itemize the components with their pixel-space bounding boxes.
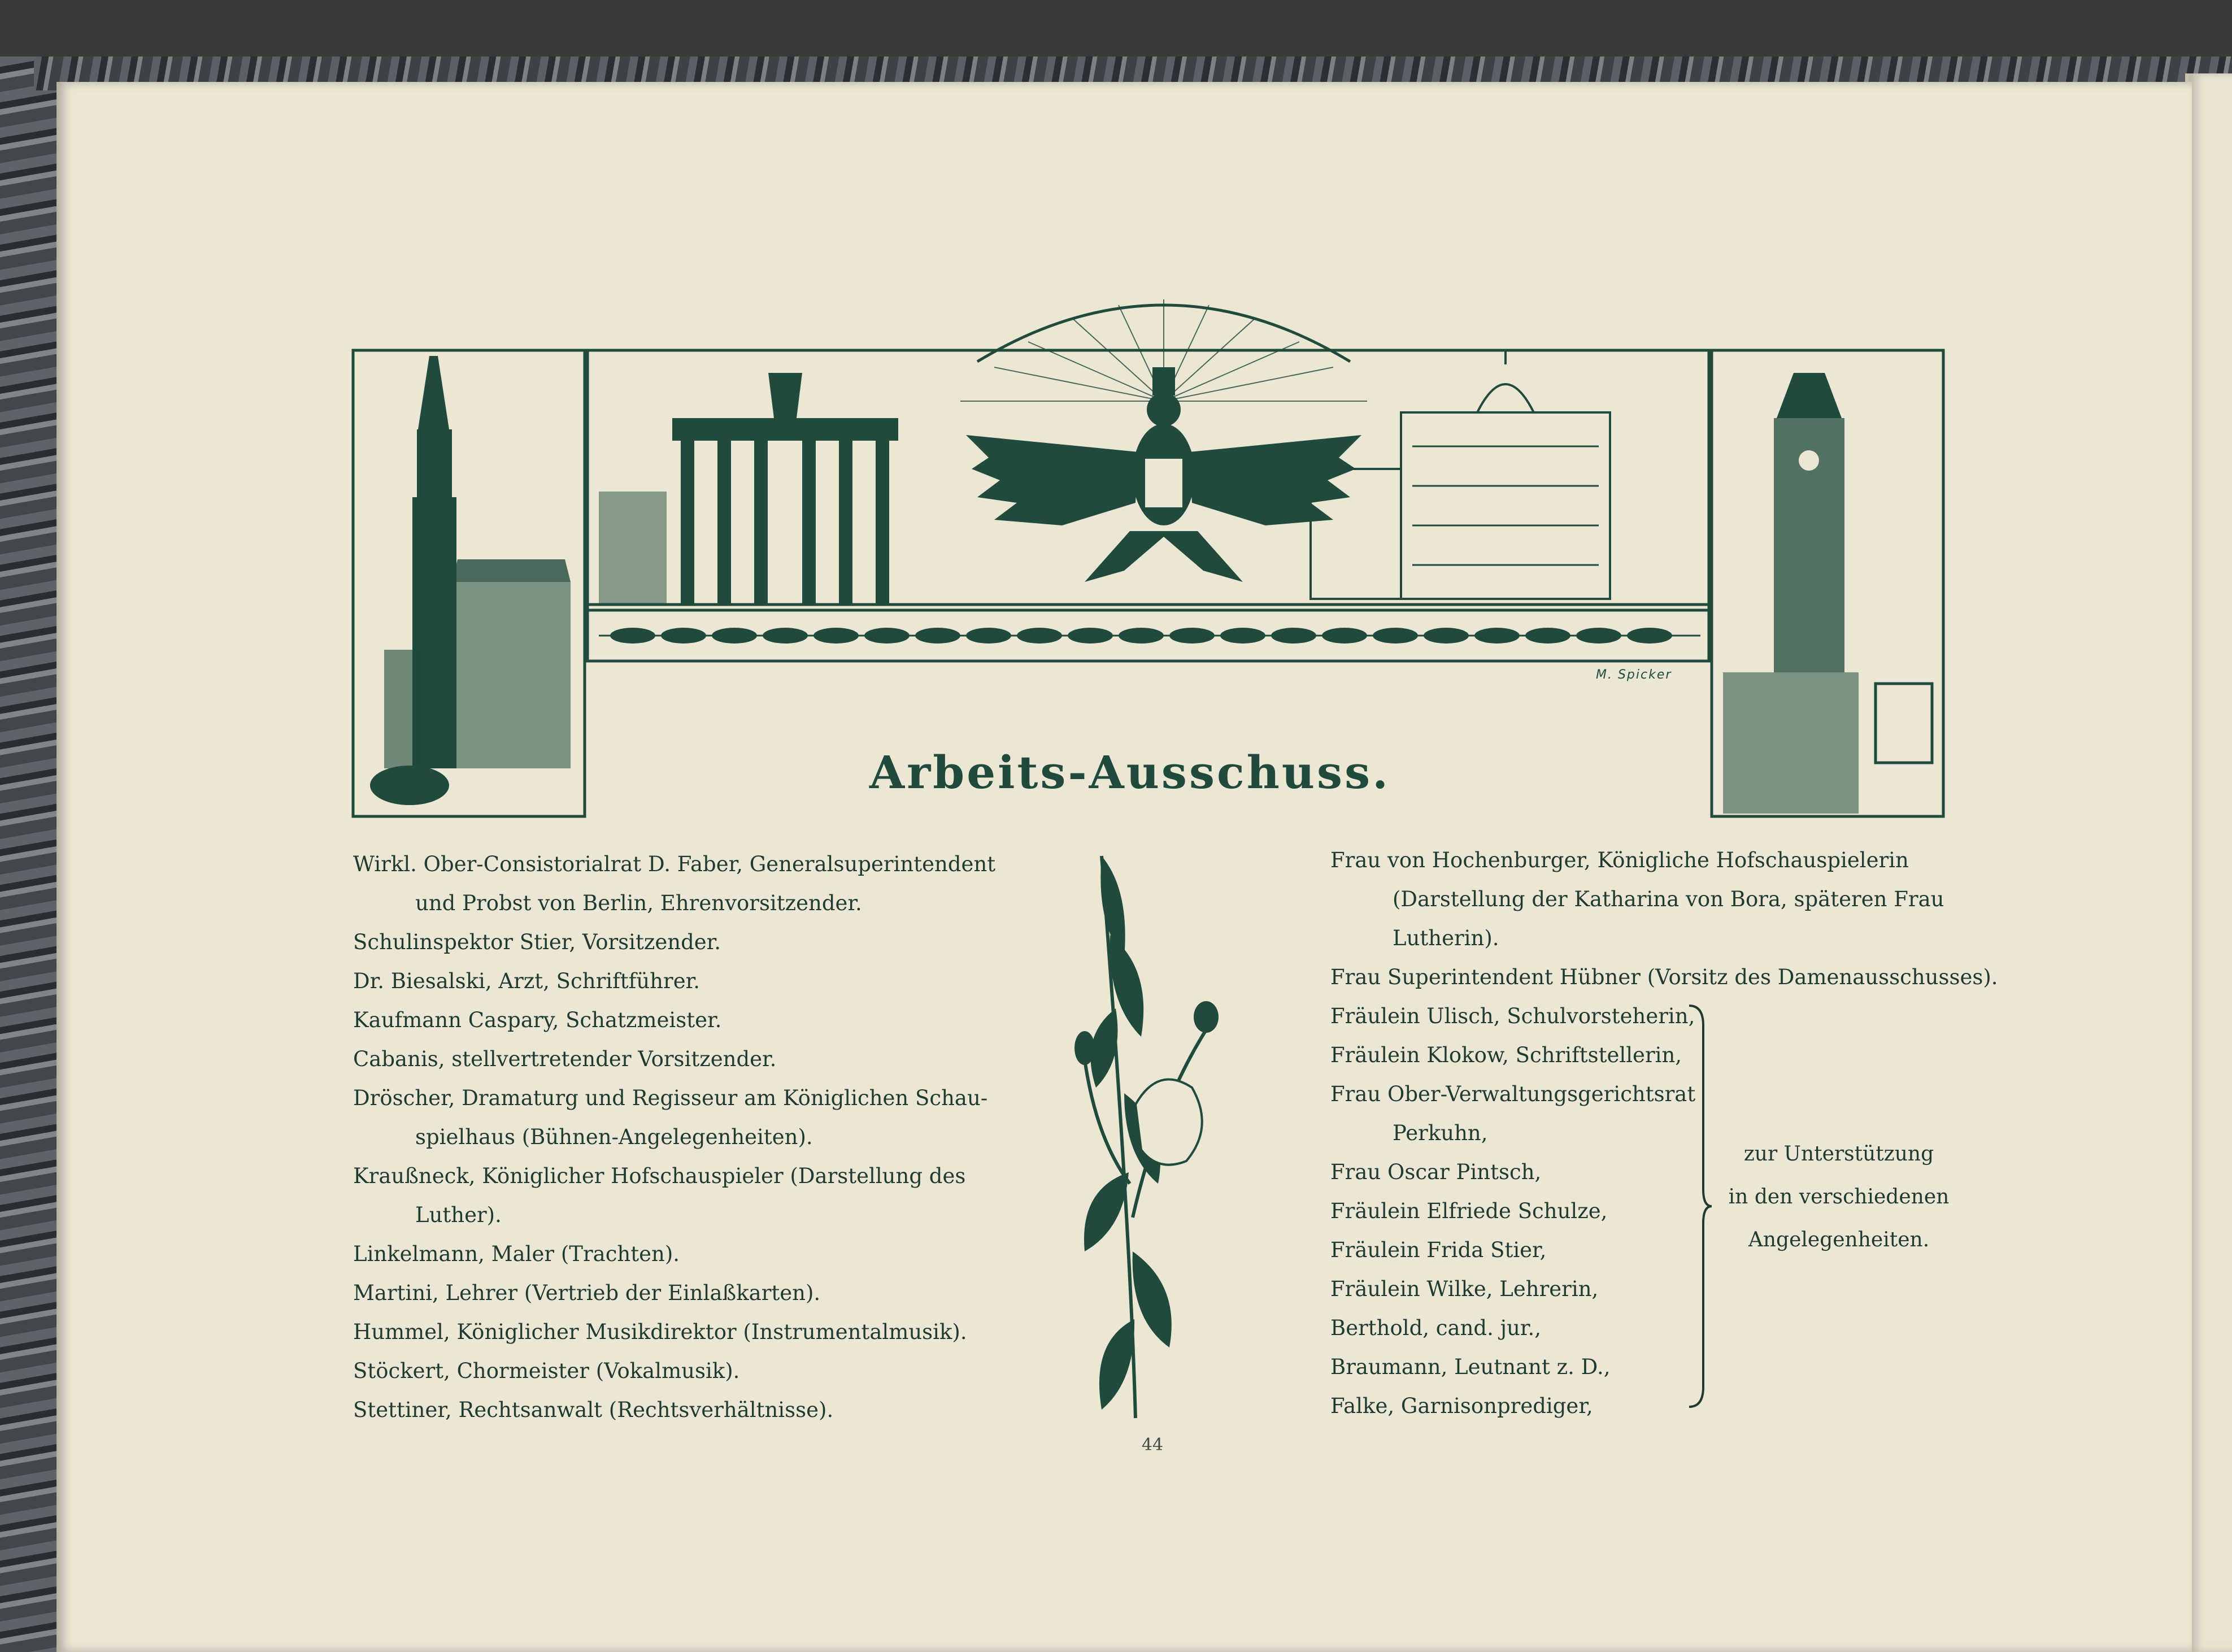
list-item: Kaufmann Caspary, Schatzmeister.: [353, 1008, 722, 1032]
list-item: Schulinspektor Stier, Vorsitzender.: [353, 930, 721, 954]
list-item: Lutherin).: [1393, 926, 1499, 950]
list-item: Kraußneck, Königlicher Hofschauspieler (Darstellung des: [353, 1164, 966, 1188]
list-item: Dröscher, Dramaturg und Regisseur am Königlichen Schau-: [353, 1086, 988, 1110]
list-item: Frau Oscar Pintsch,: [1330, 1160, 1542, 1184]
list-item: Fräulein Elfriede Schulze,: [1330, 1199, 1608, 1223]
list-item: Frau Superintendent Hübner (Vorsitz des Damenausschusses).: [1330, 965, 1998, 989]
list-item: und Probst von Berlin, Ehrenvorsitzender.: [415, 891, 862, 915]
poppy-branch-illustration: [1062, 822, 1243, 1429]
list-item: Martini, Lehrer (Vertrieb der Einlaßkarten).: [353, 1281, 821, 1305]
list-item: Berthold, cand. jur.,: [1330, 1316, 1542, 1340]
list-item: Fräulein Klokow, Schriftstellerin,: [1330, 1043, 1682, 1067]
list-item: spielhaus (Bühnen-Angelegenheiten).: [415, 1125, 813, 1149]
list-item: Linkelmann, Maler (Trachten).: [353, 1242, 680, 1266]
list-item: Stöckert, Chormeister (Vokalmusik).: [353, 1359, 740, 1383]
page-number: 44: [1141, 1435, 1164, 1455]
list-item: Fräulein Ulisch, Schulvorsteherin,: [1330, 1004, 1695, 1028]
list-item: Frau von Hochenburger, Königliche Hofschauspielerin: [1330, 848, 1909, 872]
note-line: Angelegenheiten.: [1748, 1228, 1930, 1251]
illustrated-banner: [350, 288, 1949, 819]
artist-signature: M. Spicker: [1596, 668, 1672, 682]
list-item: Stettiner, Rechtsanwalt (Rechtsverhältnisse).: [353, 1398, 834, 1422]
list-item: Falke, Garnisonprediger,: [1330, 1394, 1593, 1418]
list-item: Fräulein Frida Stier,: [1330, 1238, 1547, 1262]
book-cover-edge: [0, 56, 62, 1652]
note-line: in den verschiedenen: [1728, 1185, 1950, 1208]
list-item: Hummel, Königlicher Musikdirektor (Instrumentalmusik).: [353, 1320, 967, 1344]
list-item: Fräulein Wilke, Lehrerin,: [1330, 1277, 1599, 1301]
note-line: zur Unterstützung: [1743, 1142, 1934, 1166]
facing-page-edge: [2185, 73, 2232, 1652]
support-note: [1717, 1133, 1960, 1262]
list-item: Perkuhn,: [1393, 1121, 1488, 1145]
list-item: Cabanis, stellvertretender Vorsitzender.: [353, 1047, 777, 1071]
curly-brace: [1686, 1003, 1715, 1412]
left-column: [353, 845, 996, 1429]
page-title: Arbeits-Ausschuss.: [869, 746, 1390, 799]
list-item: Dr. Biesalski, Arzt, Schriftführer.: [353, 969, 700, 993]
list-item: (Darstellung der Katharina von Bora, späteren Frau: [1393, 887, 1944, 911]
list-item: Luther).: [415, 1203, 502, 1227]
list-item: Frau Ober-Verwaltungsgerichtsrat: [1330, 1082, 1696, 1106]
list-item: Wirkl. Ober-Consistorialrat D. Faber, Generalsuperintendent: [353, 852, 996, 876]
list-item: Braumann, Leutnant z. D.,: [1330, 1355, 1611, 1379]
